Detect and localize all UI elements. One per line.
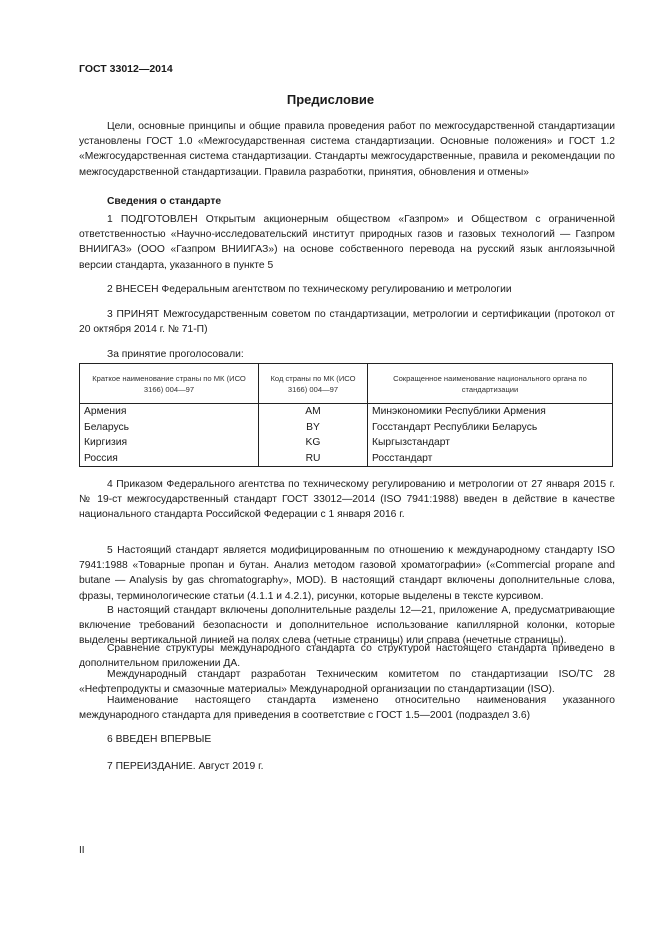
item-5-additions-paragraph: В настоящий стандарт включены дополнительные разделы 12—21, приложение А, предусматривающие включение требований безопасности и дополнительное использование капиллярной колонки, которые выделены вертикальной линией на полях слева (четные страницы) или справа (нечетные страницы).	[79, 605, 615, 647]
agency-cell: Минэкономики Республики Армения	[368, 404, 613, 420]
item-1-paragraph: 1 ПОДГОТОВЛЕН Открытым акционерным обществом «Газпром» и Обществом с ограниченной ответственностью «Научно-исследовательский институт природных газов и газовых технологий — Газпром ВНИИГАЗ» (ООО «Газпром ВНИИГАЗ») на основе собственного перевода на русский язык англоязычной версии стандарта, указанного в пункте 5	[79, 214, 615, 271]
column-header-code: Код страны по МК (ИСО 3166) 004—97	[259, 364, 368, 404]
vote-caption: За принятие проголосовали:	[107, 349, 244, 360]
item-4-paragraph: 4 Приказом Федерального агентства по техническому регулированию и метрологии от 27 января 2015 г. № 19-ст межгосударственный стандарт ГОСТ 33012—2014 (ISO 7941:1988) введен в действие в качестве национального стандарта Российской Федерации с 1 января 2016 г.	[79, 479, 615, 521]
item-6-paragraph: 6 ВВЕДЕН ВПЕРВЫЕ	[107, 734, 212, 745]
table-header-row	[80, 364, 613, 404]
country-cell: Киргизия	[80, 435, 259, 451]
code-cell: KG	[259, 435, 368, 451]
column-header-agency: Сокращенное наименование национального органа по стандартизации	[368, 364, 613, 404]
page-number: II	[79, 845, 85, 856]
table-row	[80, 420, 613, 436]
code-cell: RU	[259, 451, 368, 467]
item-5-comparison-paragraph: Сравнение структуры международного стандарта со структурой настоящего стандарта приведено в дополнительном приложении ДА.	[79, 643, 615, 670]
item-5-committee-paragraph: Международный стандарт разработан Техническим комитетом по стандартизации ISO/TC 28 «Нефтепродукты и смазочные материалы» Международной организации по стандартизации (ISO).	[79, 669, 615, 696]
code-cell: AM	[259, 404, 368, 420]
agency-cell: Росстандарт	[368, 451, 613, 467]
country-cell: Беларусь	[80, 420, 259, 436]
item-5-paragraph: 5 Настоящий стандарт является модифицированным по отношению к международному стандарту ISO 7941:1988 «Товарные пропан и бутан. Анализ методом газовой хроматографии» («Commercial propane and butane — Analysis by gas chromatography», MOD). В настоящий стандарт включены дополнительные слова, фразы, терминологические статьи (4.1.1 и 4.2.1), рисунки, которые выделены в тексте курсивом.	[79, 545, 615, 602]
item-5-name-paragraph: Наименование настоящего стандарта изменено относительно наименования указанного международного стандарта для приведения в соответствие с ГОСТ 1.5—2001 (подраздел 3.6)	[79, 695, 615, 722]
vote-table	[79, 363, 613, 467]
table-row	[80, 435, 613, 451]
table-row	[80, 404, 613, 420]
item-3-paragraph: 3 ПРИНЯТ Межгосударственным советом по стандартизации, метрологии и сертификации (протокол от 20 октября 2014 г. № 71-П)	[79, 309, 615, 336]
intro-paragraph: Цели, основные принципы и общие правила проведения работ по межгосударственной стандартизации установлены ГОСТ 1.0 «Межгосударственная система стандартизации. Основные положения» и ГОСТ 1.2 «Межгосударственная система стандартизации. Стандарты межгосударственные, правила и рекомендации по межгосударственной стандартизации. Правила разработки, принятия, обновления и отмены»	[79, 121, 615, 178]
page-title: Предисловие	[286, 92, 375, 107]
agency-cell: Кыргызстандарт	[368, 435, 613, 451]
item-2-paragraph: 2 ВНЕСЕН Федеральным агентством по техническому регулированию и метрологии	[107, 284, 512, 295]
info-heading: Сведения о стандарте	[107, 196, 222, 207]
code-cell: BY	[259, 420, 368, 436]
standard-designation: ГОСТ 33012—2014	[79, 63, 173, 75]
country-cell: Россия	[80, 451, 259, 467]
agency-cell: Госстандарт Республики Беларусь	[368, 420, 613, 436]
item-7-paragraph: 7 ПЕРЕИЗДАНИЕ. Август 2019 г.	[107, 761, 264, 772]
column-header-country: Краткое наименование страны по МК (ИСО 3166) 004—97	[80, 364, 259, 404]
country-cell: Армения	[80, 404, 259, 420]
table-row	[80, 451, 613, 467]
